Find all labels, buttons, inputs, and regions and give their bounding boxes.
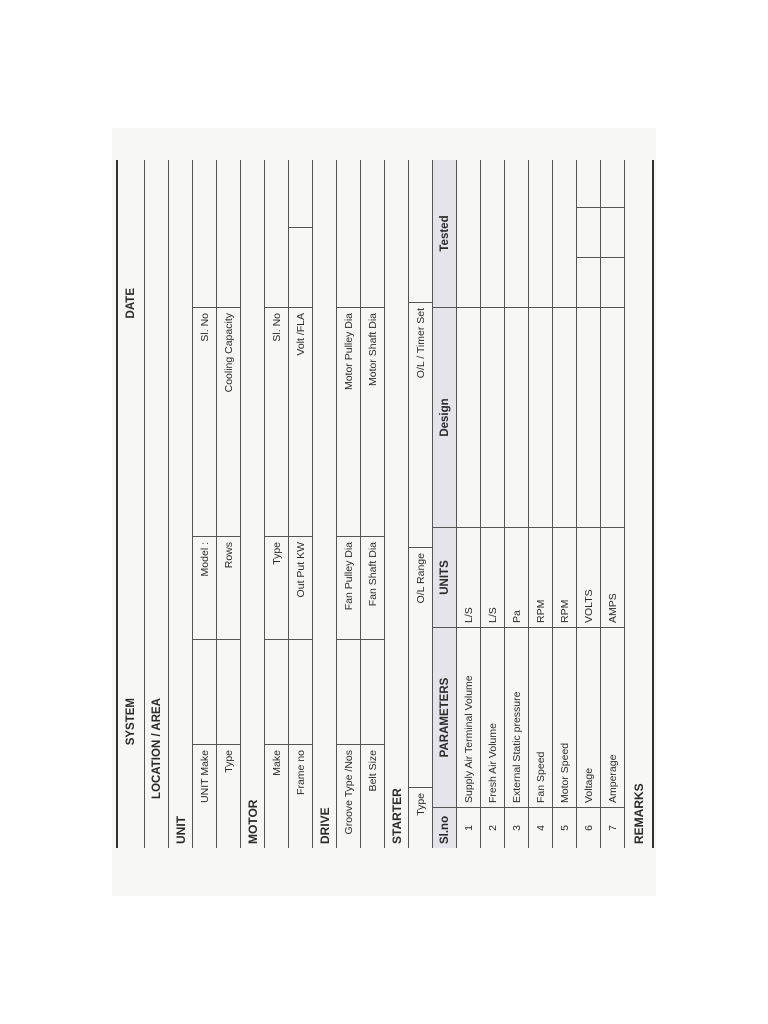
drive-row-2: [360, 160, 384, 848]
motor-slno-label: Sl. No: [270, 313, 283, 342]
row-parameter: Fresh Air Volume: [481, 628, 504, 808]
row-parameter: Voltage: [577, 628, 600, 808]
commissioning-form: [116, 160, 654, 848]
drive-groove-value[interactable]: [337, 640, 360, 745]
drive-motor-pulley-label: Motor Pulley Dia: [342, 313, 355, 391]
motor-slno-value[interactable]: [265, 160, 288, 308]
starter-type-value[interactable]: [409, 608, 432, 788]
unit-rows-label: Rows: [217, 537, 240, 640]
date-label: DATE: [125, 288, 137, 319]
motor-output-label: Out Put KW: [289, 537, 312, 640]
motor-volt-label: Volt /FLA: [294, 313, 307, 356]
drive-section-title: DRIVE: [317, 807, 332, 844]
table-row: [456, 160, 480, 848]
row-number: 1: [462, 825, 475, 831]
unit-make-label: UNIT Make: [198, 750, 211, 803]
location-value[interactable]: [145, 160, 168, 693]
unit-row-2: [216, 160, 240, 848]
row-tested-value[interactable]: [553, 160, 576, 308]
motor-fla-value[interactable]: [289, 160, 312, 228]
unit-slno-label: Sl. No: [198, 313, 211, 342]
drive-groove-label: Groove Type /Nos: [342, 750, 355, 835]
starter-type-label: Type: [414, 793, 427, 816]
row-design-value[interactable]: [457, 308, 480, 528]
starter-section-row: [384, 160, 408, 848]
row-tested-value[interactable]: [481, 160, 504, 308]
row-tested-value-3[interactable]: [577, 160, 600, 208]
row-design-value[interactable]: [601, 308, 624, 528]
motor-make-label: Make: [270, 750, 283, 776]
unit-slno-value[interactable]: [193, 160, 216, 308]
row-parameter: Motor Speed: [553, 628, 576, 808]
table-row: [528, 160, 552, 848]
remarks-row: [624, 160, 652, 848]
col-parameters: PARAMETERS: [433, 628, 456, 808]
motor-type-label: Type: [265, 537, 288, 640]
row-design-value[interactable]: [481, 308, 504, 528]
drive-fan-pulley-value[interactable]: [337, 431, 360, 537]
row-number: 4: [534, 825, 547, 831]
starter-row: [408, 160, 432, 848]
starter-section-title: STARTER: [389, 788, 404, 844]
row-design-value[interactable]: [529, 308, 552, 528]
drive-motor-shaft-value[interactable]: [361, 160, 384, 308]
system-row: [118, 160, 144, 848]
row-design-value[interactable]: [553, 308, 576, 528]
motor-type-value[interactable]: [265, 431, 288, 537]
location-row: [144, 160, 168, 848]
row-number: 2: [486, 825, 499, 831]
col-tested: Tested: [433, 160, 456, 308]
drive-motor-shaft-label: Motor Shaft Dia: [366, 313, 379, 386]
unit-section-row: [168, 160, 192, 848]
table-header: [432, 160, 456, 848]
table-row: [576, 160, 600, 848]
motor-output-value[interactable]: [289, 431, 312, 537]
row-design-value[interactable]: [505, 308, 528, 528]
starter-ol-range-value[interactable]: [409, 413, 432, 548]
motor-make-value[interactable]: [265, 640, 288, 745]
row-unit: L/S: [457, 528, 480, 628]
system-label: SYSTEM: [125, 698, 137, 746]
unit-cooling-value[interactable]: [217, 160, 240, 308]
drive-row-1: [336, 160, 360, 848]
remarks-label: REMARKS: [631, 783, 646, 844]
unit-model-label: Model :: [193, 537, 216, 640]
row-unit: Pa: [505, 528, 528, 628]
row-tested-value[interactable]: [529, 160, 552, 308]
table-row: [552, 160, 576, 848]
row-tested-value-1[interactable]: [601, 258, 624, 308]
motor-section-title: MOTOR: [245, 799, 260, 844]
location-label: LOCATION / AREA: [150, 698, 163, 799]
drive-fan-pulley-label: Fan Pulley Dia: [337, 537, 360, 640]
table-row: [504, 160, 528, 848]
row-tested-value[interactable]: [457, 160, 480, 308]
row-number: 5: [558, 825, 571, 831]
drive-fan-shaft-value[interactable]: [361, 431, 384, 537]
motor-frame-label: Frame no: [294, 750, 307, 795]
row-number: 7: [606, 825, 619, 831]
row-unit: L/S: [481, 528, 504, 628]
date-value[interactable]: [118, 160, 144, 283]
row-tested-value[interactable]: [505, 160, 528, 308]
unit-type-label: Type: [222, 750, 235, 773]
starter-ol-timer-label: O/L / Timer Set: [414, 308, 427, 379]
unit-model-value[interactable]: [193, 431, 216, 537]
row-tested-value-2[interactable]: [577, 208, 600, 258]
table-row: [600, 160, 624, 848]
col-design: Design: [433, 308, 456, 528]
unit-row-1: [192, 160, 216, 848]
motor-volt-value[interactable]: [289, 228, 312, 308]
starter-ol-range-label: O/L Range: [414, 553, 427, 604]
row-unit: RPM: [529, 528, 552, 628]
starter-ol-timer-value[interactable]: [409, 160, 432, 303]
table-row: [480, 160, 504, 848]
row-parameter: Supply Air Terminal Volume: [457, 628, 480, 808]
row-tested-value-2[interactable]: [601, 208, 624, 258]
row-parameter: External Static pressure: [505, 628, 528, 808]
motor-section-row: [240, 160, 264, 848]
col-units: UNITS: [433, 528, 456, 628]
row-unit: AMPS: [601, 528, 624, 628]
unit-type-value[interactable]: [217, 640, 240, 745]
row-number: 3: [510, 825, 523, 831]
row-number: 6: [582, 825, 595, 831]
row-unit: VOLTS: [577, 528, 600, 628]
unit-cooling-label: Cooling Capacity: [222, 313, 235, 393]
unit-make-value[interactable]: [193, 640, 216, 745]
row-tested-value-3[interactable]: [601, 160, 624, 208]
motor-row-1: [264, 160, 288, 848]
drive-belt-label: Belt Size: [366, 750, 379, 792]
row-design-value[interactable]: [577, 308, 600, 528]
drive-belt-value[interactable]: [361, 640, 384, 745]
col-slno: Sl.no: [438, 815, 451, 844]
drive-section-row: [312, 160, 336, 848]
row-parameter: Fan Speed: [529, 628, 552, 808]
drive-motor-pulley-value[interactable]: [337, 160, 360, 308]
drive-fan-shaft-label: Fan Shaft Dia: [361, 537, 384, 640]
row-parameter: Amperage: [601, 628, 624, 808]
unit-rows-value[interactable]: [217, 431, 240, 537]
motor-frame-value[interactable]: [289, 640, 312, 745]
row-tested-value-1[interactable]: [577, 258, 600, 308]
unit-section-title: UNIT: [173, 816, 188, 844]
motor-row-2: [288, 160, 312, 848]
system-value[interactable]: [118, 393, 144, 693]
row-unit: RPM: [553, 528, 576, 628]
